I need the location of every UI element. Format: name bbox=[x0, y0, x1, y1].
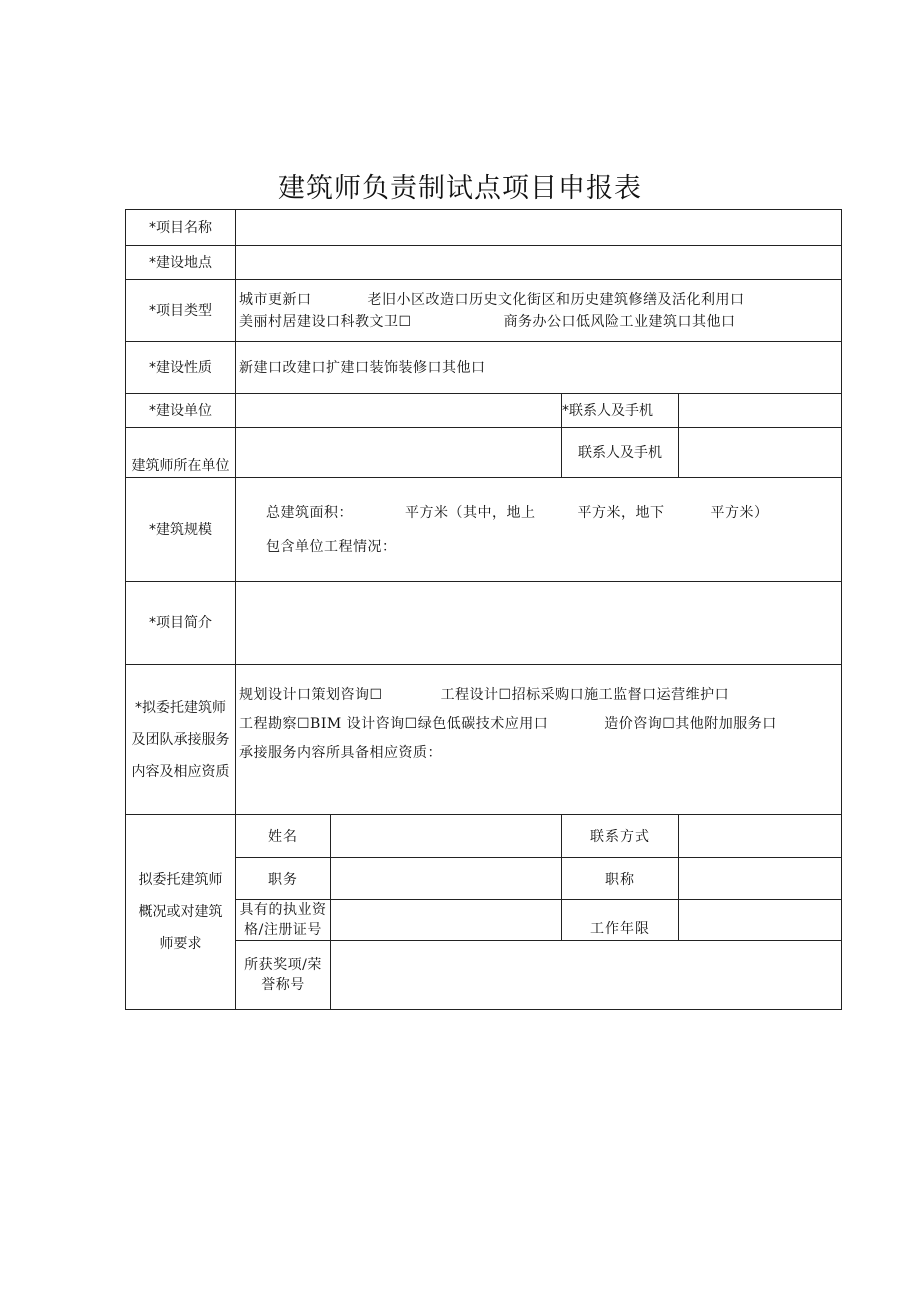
build-location-label: *建设地点 bbox=[126, 246, 236, 280]
position-field[interactable] bbox=[331, 858, 562, 900]
architect-unit-field[interactable] bbox=[236, 428, 562, 478]
build-nature-options-text[interactable]: 新建口改建口扩建口装饰装修口其他口 bbox=[239, 359, 486, 376]
row-project-type bbox=[126, 280, 842, 342]
architect-label bbox=[126, 815, 236, 1010]
build-unit-contact-label: *联系人及手机 bbox=[562, 394, 679, 428]
name-field[interactable] bbox=[331, 815, 562, 858]
project-type-label: *项目类型 bbox=[126, 280, 236, 342]
build-scale-content[interactable] bbox=[236, 478, 842, 582]
architect-unit-contact-label: 联系人及手机 bbox=[562, 428, 679, 478]
services-line1-a[interactable]: 规划设计口策划咨询☐ bbox=[239, 687, 383, 703]
services-line1-b[interactable]: 工程设计☐招标采购口施工监督口运营维护口 bbox=[440, 687, 730, 703]
row-project-name bbox=[126, 210, 842, 246]
project-intro-field[interactable] bbox=[236, 582, 842, 665]
title-field[interactable] bbox=[679, 858, 842, 900]
architect-label-line3: 师要求 bbox=[159, 936, 202, 952]
area-end-label: 平方米） bbox=[710, 504, 769, 521]
awards-label bbox=[236, 941, 331, 1010]
architect-label-line1: 拟委托建筑师 bbox=[138, 872, 223, 888]
services-line2-b[interactable]: 造价咨询☐其他附加服务口 bbox=[604, 716, 777, 732]
position-label: 职务 bbox=[236, 858, 331, 900]
services-label-line1: *拟委托建筑师 bbox=[135, 699, 226, 716]
row-architect-name bbox=[126, 815, 842, 858]
area-above-label: 平方米（其中，地上 bbox=[405, 504, 536, 521]
project-name-label: *项目名称 bbox=[126, 210, 236, 246]
architect-unit-contact-field[interactable] bbox=[679, 428, 842, 478]
services-line2-a[interactable]: 工程勘察☐BIM 设计咨询☐绿色低碳技术应用口 bbox=[239, 716, 549, 732]
row-build-scale bbox=[126, 478, 842, 582]
project-type-line2-b[interactable]: 商务办公口低风险工业建筑口其他口 bbox=[503, 313, 736, 330]
architect-label-line2: 概况或对建筑 bbox=[138, 904, 223, 920]
architect-unit-label: 建筑师所在单位 bbox=[126, 428, 236, 478]
contact-field[interactable] bbox=[679, 815, 842, 858]
project-type-line2-a[interactable]: 美丽村居建设口科教文卫☐ bbox=[239, 313, 412, 330]
build-unit-field[interactable] bbox=[236, 394, 562, 428]
qualification-label-line2: 格/注册证号 bbox=[244, 922, 322, 938]
services-label-line2: 及团队承接服务 bbox=[131, 731, 230, 748]
services-label bbox=[126, 665, 236, 815]
awards-field[interactable] bbox=[331, 941, 842, 1010]
build-nature-options[interactable] bbox=[236, 342, 842, 394]
awards-label-line2: 誉称号 bbox=[261, 977, 305, 993]
page-title: 建筑师负责制试点项目申报表 bbox=[278, 173, 642, 204]
application-form-table bbox=[125, 209, 842, 1010]
build-scale-label: *建筑规模 bbox=[126, 478, 236, 582]
project-type-line1-b[interactable]: 老旧小区改造口历史文化街区和历史建筑修缮及活化利用口 bbox=[367, 291, 745, 308]
qualification-label-line1: 具有的执业资 bbox=[239, 902, 327, 918]
contact-label: 联系方式 bbox=[562, 815, 679, 858]
build-location-field[interactable] bbox=[236, 246, 842, 280]
build-unit-contact-field[interactable] bbox=[679, 394, 842, 428]
project-intro-label: *项目简介 bbox=[126, 582, 236, 665]
units-info-label: 包含单位工程情况： bbox=[266, 538, 397, 555]
name-label: 姓名 bbox=[236, 815, 331, 858]
area-below-label: 平方米，地下 bbox=[577, 504, 665, 521]
qualification-field[interactable] bbox=[331, 900, 562, 941]
services-label-line3: 内容及相应资质 bbox=[131, 763, 230, 780]
work-years-label: 工作年限 bbox=[562, 900, 679, 941]
row-project-intro bbox=[126, 582, 842, 665]
row-build-nature bbox=[126, 342, 842, 394]
total-area-label: 总建筑面积： bbox=[266, 504, 353, 521]
row-architect-unit bbox=[126, 428, 842, 478]
build-unit-label: *建设单位 bbox=[126, 394, 236, 428]
row-build-unit bbox=[126, 394, 842, 428]
row-build-location bbox=[126, 246, 842, 280]
project-type-options[interactable] bbox=[236, 280, 842, 342]
project-type-line1-a[interactable]: 城市更新口 bbox=[239, 291, 312, 308]
row-services bbox=[126, 665, 842, 815]
awards-label-line1: 所获奖项/荣 bbox=[244, 957, 322, 973]
build-nature-label: *建设性质 bbox=[126, 342, 236, 394]
title-label: 职称 bbox=[562, 858, 679, 900]
work-years-field[interactable] bbox=[679, 900, 842, 941]
services-qualification-label: 承接服务内容所具备相应资质： bbox=[239, 745, 442, 761]
project-name-field[interactable] bbox=[236, 210, 842, 246]
qualification-label bbox=[236, 900, 331, 941]
services-options[interactable] bbox=[236, 665, 842, 815]
